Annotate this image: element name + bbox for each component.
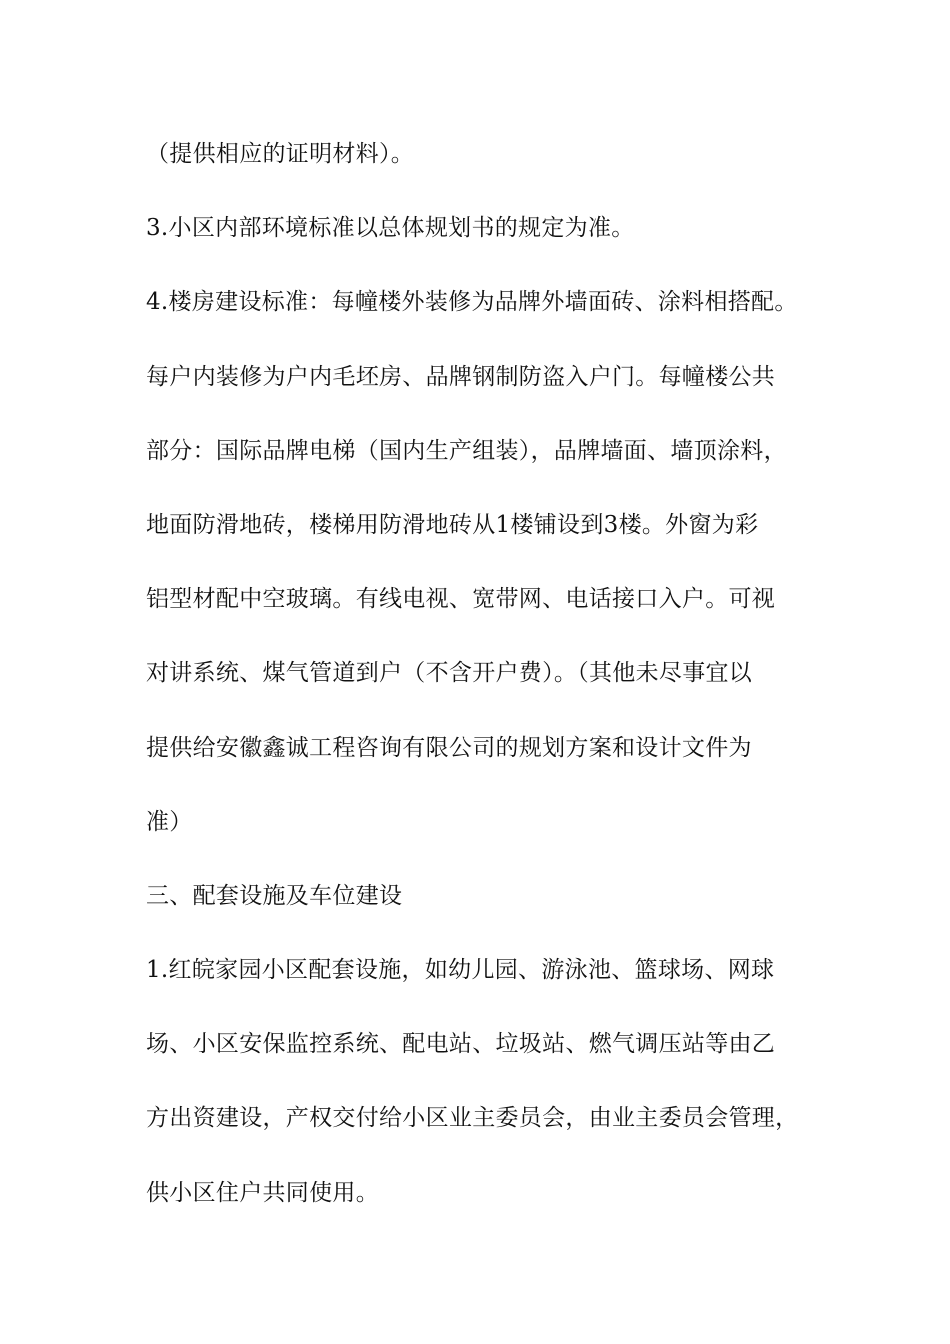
paragraph-line: 方出资建设，产权交付给小区业主委员会，由业主委员会管理， [146, 1105, 799, 1132]
section-heading: 三、配套设施及车位建设 [146, 882, 403, 909]
paragraph-line: 供小区住户共同使用。 [146, 1179, 379, 1206]
paragraph-line: 铝型材配中空玻璃。有线电视、宽带网、电话接口入户。可视 [146, 586, 776, 613]
paragraph-line: 准） [146, 808, 193, 835]
paragraph-line: （提供相应的证明材料）。 [146, 141, 415, 167]
document-body [146, 132, 836, 1245]
paragraph-line: 地面防滑地砖，楼梯用防滑地砖从1楼铺设到3楼。外窗为彩 [146, 511, 759, 538]
paragraph-line: 4.楼房建设标准：每幢楼外装修为品牌外墙面砖、涂料相搭配。 [146, 289, 798, 316]
paragraph-line: 3.小区内部环境标准以总体规划书的规定为准。 [146, 215, 635, 242]
paragraph-line: 每户内装修为户内毛坯房、品牌钢制防盗入户门。每幢楼公共 [146, 363, 776, 390]
paragraph-line: 部分：国际品牌电梯（国内生产组装），品牌墙面、墙顶涂料， [146, 437, 787, 464]
paragraph-line: 1.红皖家园小区配套设施，如幼儿园、游泳池、篮球场、网球 [146, 957, 775, 984]
paragraph-line: 提供给安徽鑫诚工程咨询有限公司的规划方案和设计文件为 [146, 734, 752, 761]
paragraph-line: 场、小区安保监控系统、配电站、垃圾站、燃气调压站等由乙 [146, 1031, 776, 1058]
paragraph-line: 对讲系统、煤气管道到户（不含开户费）。（其他未尽事宜以 [146, 660, 753, 687]
